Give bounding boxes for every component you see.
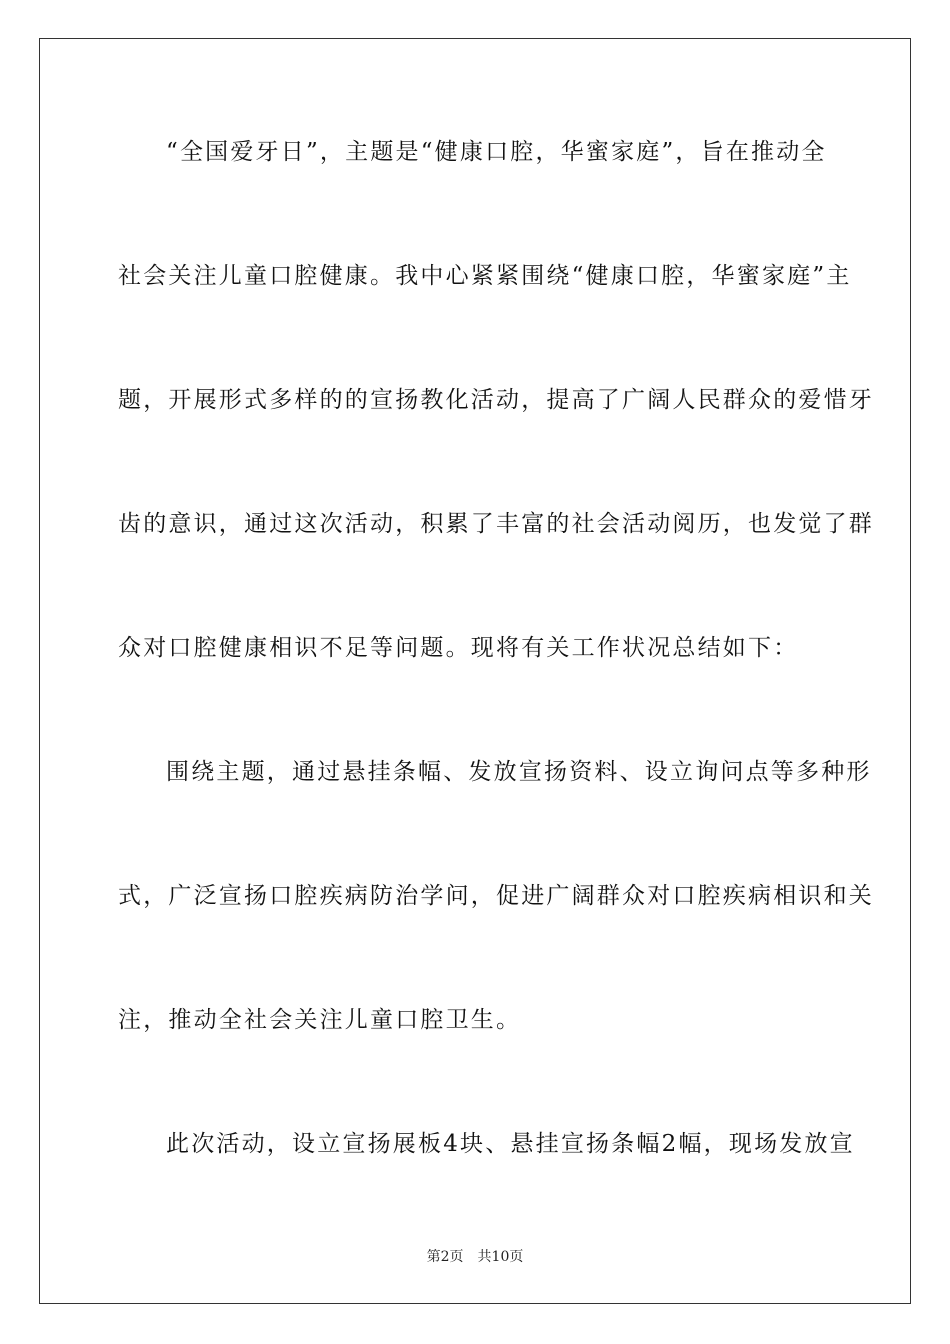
paragraph-line: 此次活动，设立宣扬展板4块、悬挂宣扬条幅2幅，现场发放宣 xyxy=(166,1131,855,1157)
page-border xyxy=(39,38,911,1304)
paragraph-line: 式，广泛宣扬口腔疾病防治学问，促进广阔群众对口腔疾病相识和关 xyxy=(118,883,874,909)
paragraph-line: “全国爱牙日”，主题是“健康口腔，华蜜家庭”，旨在推动全 xyxy=(166,139,827,165)
paragraph-line: 社会关注儿童口腔健康。我中心紧紧围绕“健康口腔，华蜜家庭”主 xyxy=(118,263,852,289)
paragraph-line: 题，开展形式多样的的宣扬教化活动，提高了广阔人民群众的爱惜牙 xyxy=(118,387,874,413)
paragraph-line: 围绕主题，通过悬挂条幅、发放宣扬资料、设立询问点等多种形 xyxy=(166,759,872,785)
paragraph-line: 众对口腔健康相识不足等问题。现将有关工作状况总结如下： xyxy=(118,635,799,661)
paragraph-line: 注，推动全社会关注儿童口腔卫生。 xyxy=(118,1007,522,1033)
page-number-footer: 第2页 共10页 xyxy=(426,1249,524,1265)
paragraph-line: 齿的意识，通过这次活动，积累了丰富的社会活动阅历，也发觉了群 xyxy=(118,511,874,537)
